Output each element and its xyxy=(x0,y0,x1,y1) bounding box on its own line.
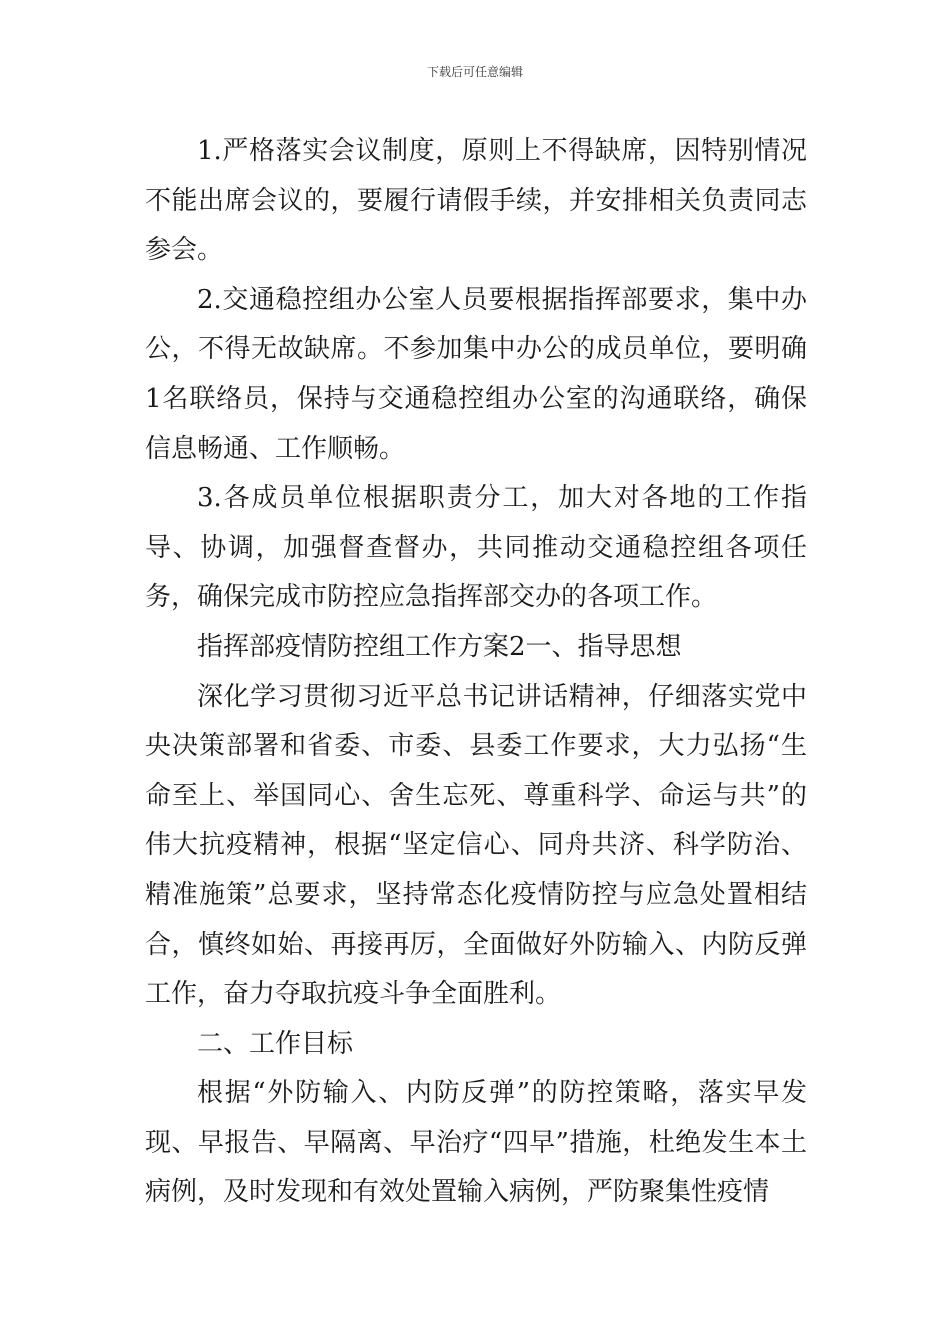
paragraph-guiding-thought: 深化学习贯彻习近平总书记讲话精神，仔细落实党中央决策部署和省委、市委、县委工作要求，大力弘扬“生命至上、举国同心、舍生忘死、尊重科学、命运与共”的伟大抗疫精神，根据“坚定信心、同舟共济、科学防治、精准施策”总要求，坚持常态化疫情防控与应急处置相结合，慎终如始、再接再厉，全面做好外防输入、内防反弹工作，奋力夺取抗疫斗争全面胜利。 xyxy=(145,681,807,1010)
document-body xyxy=(145,127,807,1218)
paragraph-2: 2.交通稳控组办公室人员要根据指挥部要求，集中办公，不得无故缺席。不参加集中办公的成员单位，要明确1名联络员，保持与交通稳控组办公室的沟通联络，确保信息畅通、工作顺畅。 xyxy=(145,284,807,464)
section-heading-work-goals: 二、工作目标 xyxy=(197,1028,354,1059)
paragraph-work-goals: 根据“外防输入、内防反弹”的防控策略，落实早发现、早报告、早隔离、早治疗“四早”措施，杜绝发生本土病例，及时发现和有效处置输入病例，严防聚集性疫情 xyxy=(145,1078,807,1208)
page-header-note: 下载后可任意编辑 xyxy=(426,65,523,79)
paragraph-1: 1.严格落实会议制度，原则上不得缺席，因特别情况不能出席会议的，要履行请假手续，并安排相关负责同志参会。 xyxy=(145,136,807,266)
section-heading-guiding-thought: 指挥部疫情防控组工作方案2一、指导思想 xyxy=(197,631,682,662)
paragraph-3: 3.各成员单位根据职责分工，加大对各地的工作指导、协调，加强督查督办，共同推动交通稳控组各项任务，确保完成市防控应急指挥部交办的各项工作。 xyxy=(145,483,807,613)
